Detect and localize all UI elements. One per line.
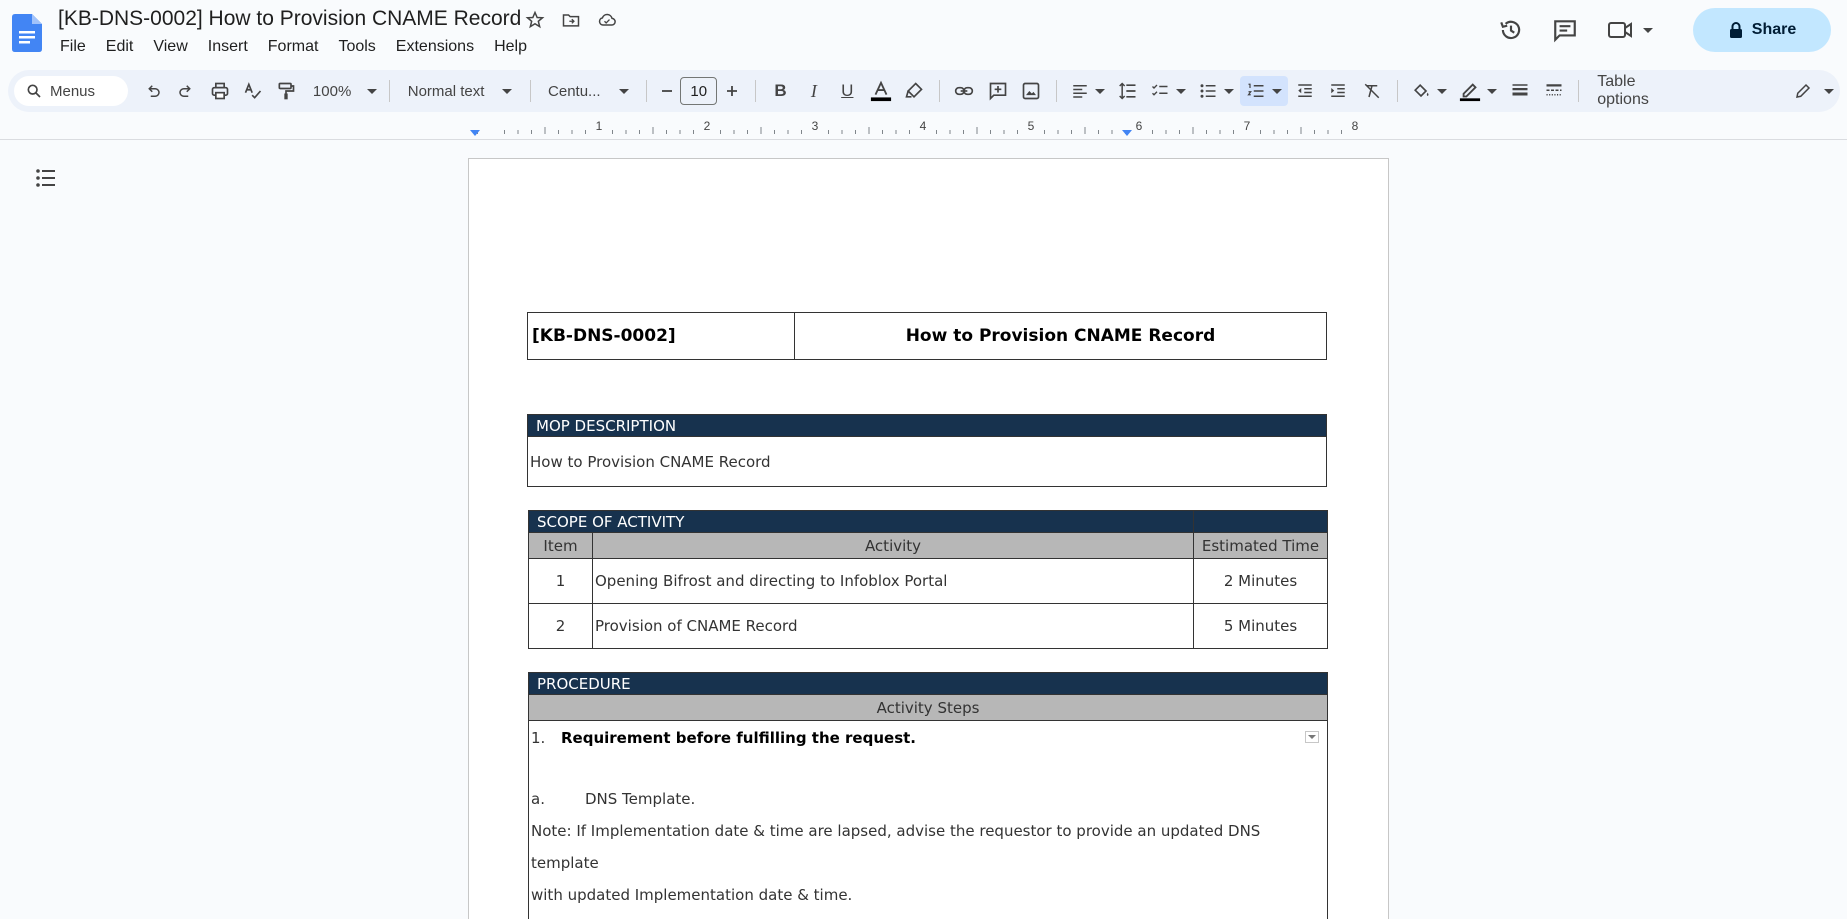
- pencil-icon: [1794, 82, 1812, 100]
- menu-extensions[interactable]: Extensions: [395, 38, 475, 55]
- menus-label: Menus: [50, 82, 96, 100]
- comments-icon[interactable]: [1545, 10, 1585, 50]
- procedure-heading[interactable]: PROCEDURE: [529, 673, 1328, 695]
- line-spacing-icon[interactable]: [1111, 76, 1144, 106]
- share-label: Share: [1751, 21, 1797, 38]
- toolbar-divider: [1397, 80, 1398, 102]
- undo-icon[interactable]: [136, 76, 169, 106]
- row-item[interactable]: 1: [529, 559, 593, 604]
- checklist-select[interactable]: [1144, 76, 1192, 106]
- row-activity[interactable]: Opening Bifrost and directing to Infoblox Portal: [593, 559, 1194, 604]
- border-dash-icon[interactable]: [1537, 76, 1570, 106]
- menu-view[interactable]: View: [153, 38, 188, 55]
- ruler-scale[interactable]: [467, 118, 1389, 140]
- text-color-icon[interactable]: [864, 76, 897, 106]
- share-button[interactable]: [1693, 8, 1831, 52]
- ruler-label: 3: [811, 119, 819, 133]
- ruler-label: 4: [919, 119, 927, 133]
- align-select[interactable]: [1065, 76, 1111, 106]
- move-folder-icon[interactable]: [560, 9, 582, 31]
- horizontal-ruler: [0, 118, 1847, 140]
- bold-icon[interactable]: B: [774, 81, 787, 100]
- menu-format[interactable]: Format: [267, 38, 319, 55]
- zoom-value: 100%: [312, 82, 352, 100]
- ruler-label: 6: [1135, 119, 1143, 133]
- step-1-text: Requirement before fulfilling the request.: [561, 729, 916, 747]
- document-page[interactable]: [468, 158, 1389, 919]
- menu-insert[interactable]: Insert: [207, 38, 248, 55]
- column-header-item[interactable]: Item: [529, 533, 593, 559]
- toolbar-divider: [389, 80, 390, 102]
- ruler-label: 7: [1243, 119, 1251, 133]
- toolbar-divider: [530, 80, 531, 102]
- cloud-saved-icon[interactable]: [596, 9, 618, 31]
- border-color-select[interactable]: [1453, 76, 1503, 106]
- zoom-select[interactable]: [309, 76, 381, 106]
- ruler-label: 1: [595, 119, 603, 133]
- ruler-label: 8: [1351, 119, 1359, 133]
- increase-font-size-icon[interactable]: [717, 76, 746, 106]
- decrease-font-size-icon[interactable]: [654, 76, 680, 106]
- menus-search[interactable]: [14, 76, 128, 106]
- app-header: [0, 0, 1847, 64]
- left-indent-marker[interactable]: [470, 130, 480, 136]
- ruler-label: 2: [703, 119, 711, 133]
- numbered-list-icon: [1246, 82, 1266, 100]
- meet-video-icon[interactable]: [1607, 18, 1667, 42]
- insert-link-icon[interactable]: [948, 76, 981, 106]
- kb-header-table: [527, 312, 1327, 360]
- menu-bar: [50, 36, 537, 58]
- mop-description-body[interactable]: How to Provision CNAME Record: [528, 437, 1327, 487]
- kb-id-cell[interactable]: [KB-DNS-0002]: [528, 313, 795, 360]
- paint-format-icon[interactable]: [270, 76, 303, 106]
- procedure-table: [528, 672, 1328, 919]
- table-row: [529, 559, 1328, 604]
- document-title[interactable]: [KB-DNS-0002] How to Provision CNAME Record: [58, 7, 522, 30]
- column-header-activity[interactable]: Activity: [593, 533, 1194, 559]
- highlight-color-icon[interactable]: [897, 76, 930, 106]
- bulleted-list-select[interactable]: [1192, 76, 1240, 106]
- step-1a-letter: a.: [531, 790, 545, 808]
- font-family-select[interactable]: [539, 76, 637, 106]
- menu-file[interactable]: File: [60, 38, 86, 55]
- step-1: [531, 729, 1325, 747]
- activity-steps-heading[interactable]: Activity Steps: [529, 695, 1328, 721]
- redo-icon[interactable]: [170, 76, 203, 106]
- mop-description-table: [527, 414, 1327, 487]
- toolbar-divider: [646, 80, 647, 102]
- ruler-label: 5: [1027, 119, 1035, 133]
- increase-indent-icon[interactable]: [1322, 76, 1355, 106]
- underline-icon[interactable]: U: [841, 81, 854, 100]
- toolbar-divider: [755, 80, 756, 102]
- fill-color-icon: [1411, 81, 1431, 101]
- toolbar-divider: [1578, 80, 1579, 102]
- spellcheck-icon[interactable]: [236, 76, 269, 106]
- border-color-icon: [1459, 80, 1481, 102]
- paragraph-style-select[interactable]: [398, 76, 522, 106]
- document-outline-icon[interactable]: [32, 164, 60, 192]
- editing-mode-select[interactable]: [1788, 76, 1840, 106]
- scope-heading-blank[interactable]: [1194, 511, 1328, 533]
- activity-steps-cell[interactable]: [529, 721, 1328, 919]
- table-options-button[interactable]: Table options: [1597, 73, 1649, 108]
- table-row: [529, 604, 1328, 649]
- row-time[interactable]: 5 Minutes: [1194, 604, 1328, 649]
- insert-image-icon[interactable]: [1015, 76, 1048, 106]
- formatting-toolbar: [8, 70, 1840, 112]
- bulleted-list-icon: [1198, 82, 1218, 100]
- clear-formatting-icon[interactable]: [1355, 76, 1388, 106]
- menu-tools[interactable]: Tools: [338, 38, 376, 55]
- toolbar-divider: [939, 80, 940, 102]
- decrease-indent-icon[interactable]: [1288, 76, 1321, 106]
- menu-edit[interactable]: Edit: [105, 38, 134, 55]
- search-icon: [26, 83, 42, 99]
- row-time[interactable]: 2 Minutes: [1194, 559, 1328, 604]
- cell-background-color-select[interactable]: [1405, 76, 1453, 106]
- version-history-icon[interactable]: [1491, 10, 1531, 50]
- numbered-list-select[interactable]: [1240, 76, 1288, 106]
- print-icon[interactable]: [203, 76, 236, 106]
- font-size-input[interactable]: 10: [680, 77, 717, 105]
- column-header-estimated-time[interactable]: Estimated Time: [1194, 533, 1328, 559]
- step-1a: [531, 783, 1325, 815]
- lock-icon: [1728, 21, 1744, 39]
- align-left-icon: [1071, 82, 1089, 100]
- row-activity[interactable]: Provision of CNAME Record: [593, 604, 1194, 649]
- mop-description-heading[interactable]: MOP DESCRIPTION: [528, 415, 1327, 437]
- scope-of-activity-table: [528, 510, 1328, 649]
- note-line-2: with updated Implementation date & time.: [531, 886, 853, 904]
- italic-icon[interactable]: I: [810, 80, 817, 101]
- kb-title-cell[interactable]: How to Provision CNAME Record: [795, 313, 1327, 360]
- toolbar-divider: [1056, 80, 1057, 102]
- star-icon[interactable]: [524, 9, 546, 31]
- add-comment-icon[interactable]: [981, 76, 1014, 106]
- scope-heading[interactable]: SCOPE OF ACTIVITY: [529, 511, 1194, 533]
- row-item[interactable]: 2: [529, 604, 593, 649]
- step-1-number: 1.: [531, 729, 546, 747]
- cell-menu-dropdown-icon[interactable]: [1305, 731, 1319, 743]
- menu-help[interactable]: Help: [494, 38, 527, 55]
- note-line-1: Note: If Implementation date & time are lapsed, advise the requestor to provide an updated DNS template: [531, 822, 1261, 872]
- border-width-icon[interactable]: [1503, 76, 1536, 106]
- font-family-value: Centu...: [548, 82, 601, 100]
- right-indent-marker[interactable]: [1122, 130, 1132, 136]
- checklist-icon: [1150, 82, 1170, 100]
- step-1a-text: DNS Template.: [585, 790, 696, 808]
- paragraph-style-value: Normal text: [407, 82, 485, 100]
- docs-logo-icon[interactable]: [12, 14, 42, 52]
